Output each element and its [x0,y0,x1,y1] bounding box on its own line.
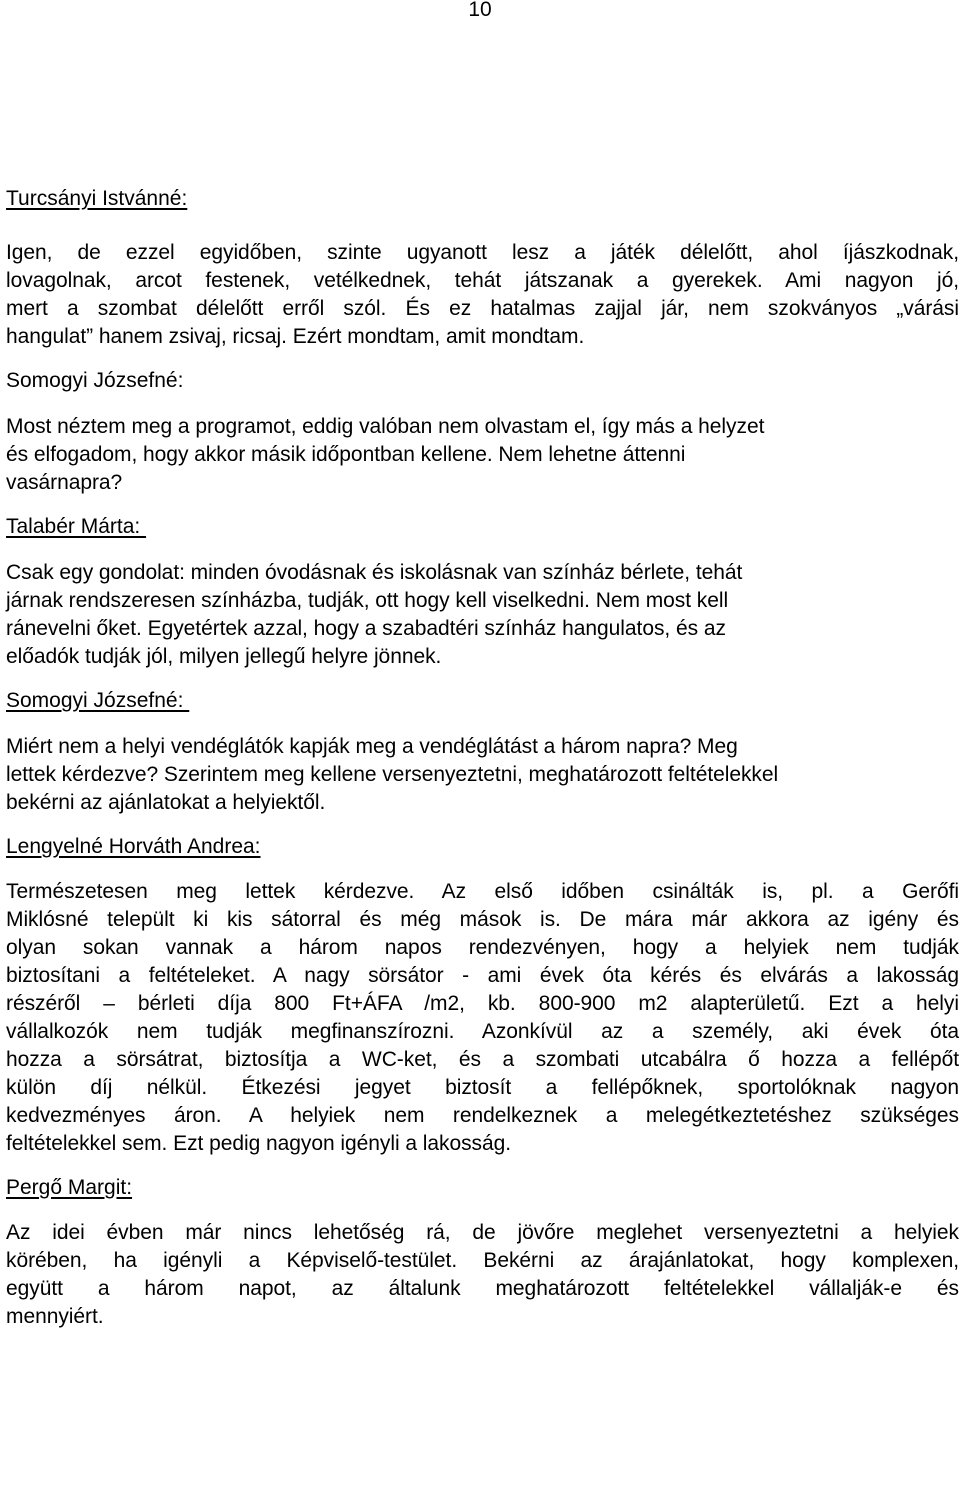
speech-paragraph [6,878,959,1158]
text-line: és elfogadom, hogy akkor másik időpontban kellene. Nem lehetne áttenni [6,443,686,466]
speaker-name: Turcsányi Istvánné: [6,187,188,210]
speech-paragraph [6,559,959,671]
speaker-name: Somogyi Józsefné: [6,689,190,712]
speaker-block [6,1174,959,1331]
speaker-block [6,513,959,671]
speaker-name: Lengyelné Horváth Andrea: [6,835,261,858]
text-line: feltételekkel sem. Ezt pedig nagyon igényli a lakosság. [6,1132,512,1155]
text-line: Miklósné települt ki kis sátorral és még mások is. De mára már akkora az igény és [6,908,959,931]
text-line: lovagolnak, arcot festenek, vetélkednek, tehát játszanak a gyerekek. Ami nagyon jó, [6,269,959,292]
page-number: 10 [468,0,492,21]
speaker-block [6,367,959,497]
text-line: előadók tudják jól, milyen jellegű helyre jönnek. [6,645,442,668]
text-line: Most néztem meg a programot, eddig valóban nem olvastam el, így más a helyzet [6,415,765,438]
speech-paragraph [6,733,959,817]
speaker-name: Talabér Márta: [6,515,147,538]
text-line: mennyiért. [6,1305,104,1328]
text-line: Természetesen meg lettek kérdezve. Az első időben csinálták is, pl. a Gerőfi [6,880,959,903]
text-line: vasárnapra? [6,471,123,494]
speaker-name: Somogyi Józsefné: [6,369,184,392]
speaker-block [6,687,959,817]
text-line: bekérni az ajánlatokat a helyiektől. [6,791,326,814]
speaker-name: Pergő Margit: [6,1176,133,1199]
text-line: kedvezményes áron. A helyiek nem rendelkeznek a melegétkeztetéshez szükséges [6,1104,959,1127]
speaker-block [6,833,959,1158]
text-line: mert a szombat délelőtt erről szól. És ez hatalmas zajjal jár, nem szokványos „várási [6,297,959,320]
text-line: együtt a három napot, az általunk meghatározott feltételekkel vállalják-e és [6,1277,959,1300]
minutes-content [6,185,959,1331]
text-line: külön díj nélkül. Étkezési jegyet biztosít a fellépőknek, sportolóknak nagyon [6,1076,959,1099]
text-line: Miért nem a helyi vendéglátók kapják meg a vendéglátást a három napra? Meg [6,735,738,758]
text-line: hozza a sörsátrat, biztosítja a WC-ket, és a szombati utcabálra ő hozza a fellépőt [6,1048,959,1071]
speaker-block [6,185,959,351]
speech-paragraph [6,413,959,497]
speech-paragraph [6,1219,959,1331]
text-line: körében, ha igényli a Képviselő-testület. Bekérni az árajánlatokat, hogy komplexen, [6,1249,959,1272]
text-line: Csak egy gondolat: minden óvodásnak és iskolásnak van színház bérlete, tehát [6,561,743,584]
text-line: Az idei évben már nincs lehetőség rá, de jövőre meglehet versenyeztetni a helyiek [6,1221,959,1244]
text-line: lettek kérdezve? Szerintem meg kellene versenyeztetni, meghatározott feltételekkel [6,763,779,786]
text-line: részéről – bérleti díja 800 Ft+ÁFA /m2, kb. 800-900 m2 alapterületű. Ezt a helyi [6,992,959,1015]
text-line: járnak rendszeresen színházba, tudják, ott hogy kell viselkedni. Nem most kell [6,589,729,612]
text-line: vállalkozók nem tudják megfinanszírozni. Azonkívül az a személy, aki évek óta [6,1020,959,1043]
text-line: ránevelni őket. Egyetértek azzal, hogy a szabadtéri színház hangulatos, és az [6,617,726,640]
text-line: olyan sokan vannak a három napos rendezvényen, hogy a helyiek nem tudják [6,936,959,959]
speech-paragraph [6,239,959,351]
text-line: hangulat” hanem zsivaj, ricsaj. Ezért mondtam, amit mondtam. [6,325,585,348]
text-line: biztosítani a feltételeket. A nagy sörsátor - ami évek óta kérés és elvárás a lakosság [6,964,959,987]
text-line: Igen, de ezzel egyidőben, szinte ugyanott lesz a játék délelőtt, ahol íjászkodnak, [6,241,959,264]
